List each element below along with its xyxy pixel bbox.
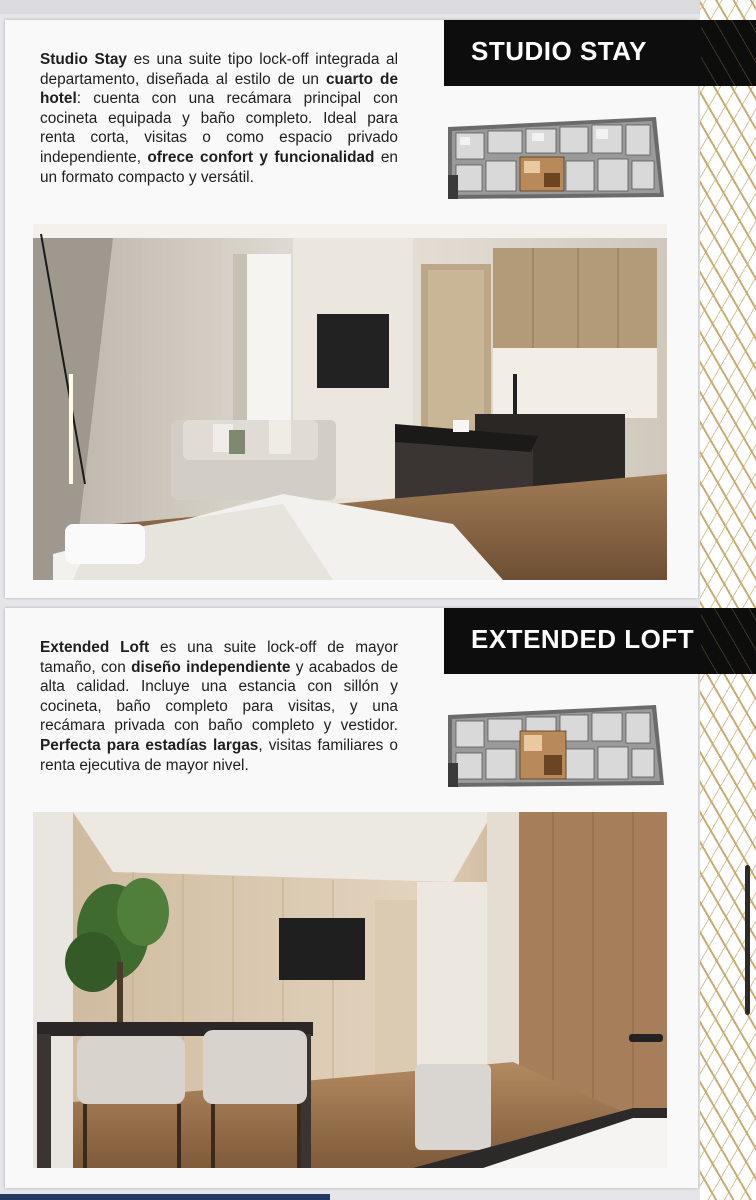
extended-loft-render xyxy=(33,812,667,1168)
text-segment: , visitas familiares o renta ejecutiva de mayor nivel. xyxy=(40,736,398,774)
bold-text-segment: diseño independiente xyxy=(131,658,291,676)
gold-pattern-border xyxy=(700,0,756,1200)
floor-plan-image xyxy=(446,113,666,201)
text-segment: y acabados de alta calidad. Incluye una estancia con sillón y cocineta, baño completo para visitas, y una recámara privada con baño completo y vestidor. xyxy=(40,658,399,735)
scrollbar-handle[interactable] xyxy=(745,865,750,1015)
text-segment: es una suite tipo lock-off integrada al departamento, diseñada al estilo de un xyxy=(40,51,398,88)
section-title: STUDIO STAY xyxy=(471,36,647,66)
text-segment: es una suite lock-off de mayor tamaño, con xyxy=(40,639,398,676)
bold-text-segment: ofrece confort y funcionalidad xyxy=(147,148,375,166)
next-section-edge xyxy=(0,1194,330,1200)
top-strip xyxy=(0,0,756,14)
section-title: EXTENDED LOFT xyxy=(471,624,695,654)
section-title-tag xyxy=(444,608,756,674)
section-title-tag xyxy=(444,20,756,86)
text-segment: : cuenta con una recámara principal con cocineta equipada y baño completo. Ideal para renta corta, visitas o como espacio privado independiente, xyxy=(40,90,398,166)
bold-text-segment: Studio Stay xyxy=(40,51,127,68)
floor-plan-image xyxy=(446,701,666,789)
studio-stay-render xyxy=(33,224,667,580)
section-description xyxy=(40,50,398,187)
bold-text-segment: Extended Loft xyxy=(40,639,150,656)
section-card-studio-stay xyxy=(5,20,698,598)
section-description xyxy=(40,638,398,775)
section-card-extended-loft xyxy=(5,608,698,1188)
text-segment: en un formato compacto y versátil. xyxy=(40,148,398,186)
bold-text-segment: Perfecta para estadías largas xyxy=(40,736,259,754)
bold-text-segment: cuarto de hotel xyxy=(40,70,398,108)
